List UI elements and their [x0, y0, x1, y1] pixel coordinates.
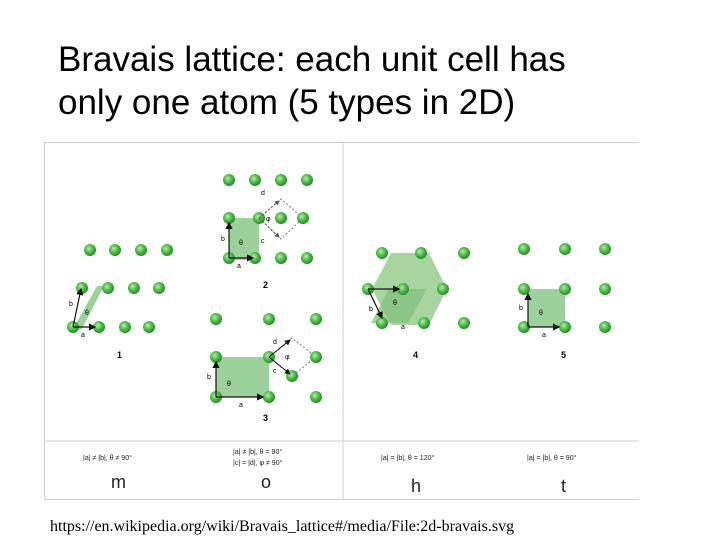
panel-3-label-a: a — [239, 402, 243, 409]
panel-1-number: 1 — [117, 350, 123, 360]
family-letter-m: m — [111, 472, 126, 492]
conditions-row — [83, 448, 577, 496]
panel-3-label-c: c — [273, 368, 277, 375]
panel-3-label-phi: φ — [285, 354, 290, 361]
panel-4-label-b: b — [369, 306, 373, 313]
title-line-1: Bravais lattice: each unit cell has — [58, 40, 566, 79]
panel-5-square — [518, 243, 611, 360]
slide-title — [58, 38, 698, 124]
condition-m: |a| ≠ |b|, θ ≠ 90° — [83, 455, 132, 462]
panel-2-label-phi: φ — [266, 216, 271, 223]
panel-5-label-b: b — [519, 305, 523, 312]
panel-4-hexagonal — [362, 247, 470, 360]
panel-3-unit-cell — [216, 357, 269, 397]
panel-1-label-a: a — [81, 332, 85, 339]
bravais-diagram — [45, 143, 639, 499]
panel-3-label-angle: θ — [227, 381, 231, 388]
panel-2-label-a: a — [237, 263, 241, 270]
panel-1-label-b: b — [69, 301, 73, 308]
panel-1-oblique — [67, 244, 173, 360]
panel-2-centered-rectangular — [221, 174, 313, 290]
family-letter-o: o — [261, 472, 272, 492]
condition-t: |a| = |b|, θ = 90° — [527, 455, 577, 462]
condition-o-line1: |a| ≠ |b|, θ = 90° — [233, 449, 283, 456]
panel-5-number: 5 — [561, 350, 567, 360]
bravais-lattice-figure — [44, 142, 639, 500]
title-line-2: only one atom (5 types in 2D) — [58, 83, 516, 122]
panel-3-rectangular — [207, 313, 322, 423]
family-letter-t: t — [561, 476, 567, 496]
panel-2-label-angle: θ — [239, 240, 243, 247]
panel-2-label-b: b — [221, 236, 225, 243]
panel-2-label-c: c — [261, 238, 265, 245]
panel-5-unit-cell — [528, 289, 565, 327]
panel-1-label-angle: θ — [85, 310, 89, 317]
panel-4-label-angle: θ — [393, 300, 397, 307]
panel-5-label-a: a — [542, 332, 546, 339]
panel-3-label-b: b — [207, 374, 211, 381]
condition-h: |a| = |b|, θ = 120° — [381, 455, 435, 462]
panel-2-number: 2 — [263, 280, 269, 290]
source-url: https://en.wikipedia.org/wiki/Bravais_lattice#/media/File:2d-bravais.svg — [50, 518, 515, 535]
panel-3-label-d: d — [273, 339, 277, 346]
panel-2-label-d: d — [261, 190, 265, 197]
panel-3-number: 3 — [263, 413, 269, 423]
condition-o-line2: |c| = |d|, φ ≠ 90° — [233, 460, 283, 467]
family-letter-h: h — [411, 476, 422, 496]
panel-5-label-angle: θ — [539, 310, 543, 317]
panel-4-label-a: a — [401, 324, 405, 331]
panel-4-number: 4 — [413, 350, 419, 360]
